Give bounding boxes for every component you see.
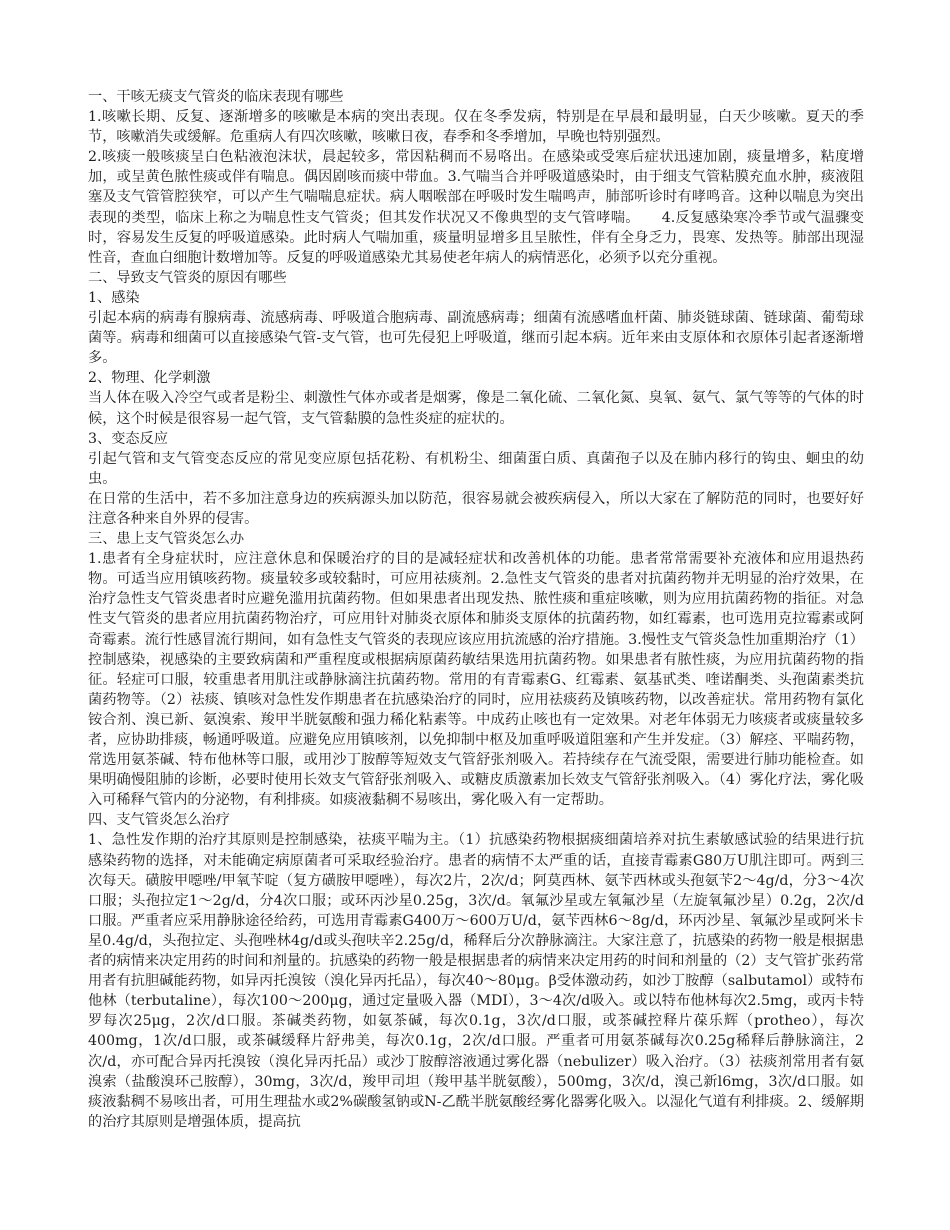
body-paragraph: 1.患者有全身症状时，应注意休息和保暖治疗的目的是减轻症状和改善机体的功能。患者常常需要补充液体和应用退热药物。可适当应用镇咳药物。痰量较多或较黏时，可应用祛痰剂。2.急性支气管炎的患者对抗菌药物并无明显的治疗效果，在治疗急性支气管炎患者时应避免滥用抗菌药物。但如果患者出现发热、脓性痰和重症咳嗽，则为应用抗菌药物的指征。对急性支气管炎的患者应用抗菌药物治疗，可应用针对肺炎衣原体和肺炎支原体的抗菌药物，如红霉素，也可选用克拉霉素或阿奇霉素。流行性感冒流行期间，如有急性支气管炎的表现应该应用抗流感的治疗措施。3.慢性支气管炎急性加重期治疗（1）控制感染，视感染的主要致病菌和严重程度或根据病原菌药敏结果选用抗菌药物。如果患者有脓性痰，为应用抗菌药物的指征。轻症可口服，较重患者用肌注或静脉滴注抗菌药物。常用的有青霉素G、红霉素、氨基甙类、喹诺酮类、头孢菌素类抗菌药物等。（2）祛痰、镇咳对急性发作期患者在抗感染治疗的同时，应用祛痰药及镇咳药物，以改善症状。常用药物有氯化铵合剂、溴已新、氨溴索、羧甲半胱氨酸和强力稀化粘素等。中成药止咳也有一定效果。对老年体弱无力咳痰者或痰量较多者，应协助排痰，畅通呼吸道。应避免应用镇咳剂，以免抑制中枢及加重呼吸道阻塞和产生并发症。（3）解痉、平喘药物，常选用氨茶碱、特布他林等口服，或用沙丁胺醇等短效支气管舒张剂吸入。若持续存在气流受限，需要进行肺功能检查。如果明确慢阻肺的诊断，必要时使用长效支气管舒张剂吸入、或糖皮质激素加长效支气管舒张剂吸入。（4）雾化疗法，雾化吸入可稀释气管内的分泌物，有利排痰。如痰液黏稠不易咳出，雾化吸入有一定帮助。: [88, 551, 864, 809]
body-paragraph: 2.咳痰一般咳痰呈白色粘液泡沫状，晨起较多，常因粘稠而不易咯出。在感染或受寒后症状迅速加剧，痰量增多，粘度增加，或呈黄色脓性痰或伴有喘息。偶因剧咳而痰中带血。3.气喘当合并呼吸道感染时，由于细支气管粘膜充血水肿，痰液阻塞及支气管管腔狭窄，可以产生气喘喘息症状。病人咽喉部在呼吸时发生喘鸣声，肺部听诊时有哮鸣音。这种以喘息为突出表现的类型，临床上称之为喘息性支气管炎；但其发作状况又不像典型的支气管哮喘。 4.反复感染寒冷季节或气温骤变时，容易发生反复的呼吸道感染。此时病人气喘加重，痰量明显增多且呈脓性，伴有全身乏力，畏寒、发热等。肺部出现湿性音，查血白细胞计数增加等。反复的呼吸道感染尤其易使老年病人的病情恶化，必须予以充分重视。: [88, 149, 864, 266]
body-paragraph: 当人体在吸入冷空气或者是粉尘、刺激性气体亦或者是烟雾，像是二氧化硫、二氧化氮、臭氧、氨气、氯气等等的气体的时候，这个时候是很容易一起气管，支气管黏膜的急性炎症的症状的。: [88, 390, 864, 427]
document-body: [88, 87, 864, 1132]
body-paragraph: 1.咳嗽长期、反复、逐渐增多的咳嗽是本病的突出表现。仅在冬季发病，特别是在早晨和最明显，白天少咳嗽。夏天的季节，咳嗽消失或缓解。危重病人有四次咳嗽，咳嗽日夜，春季和冬季增加，早晚也特别强烈。: [88, 109, 864, 146]
section-heading-1: 一、干咳无痰支气管炎的临床表现有哪些: [88, 89, 344, 105]
body-paragraph: 1、急性发作期的治疗其原则是控制感染，祛痰平喘为主。（1）抗感染药物根据痰细菌培养对抗生素敏感试验的结果进行抗感染药物的选择，对未能确定病原菌者可采取经验治疗。患者的病情不太严重的话，直接青霉素G80万U肌注即可。两到三次每天。磺胺甲噁唑/甲氧苄啶（复方磺胺甲噁唑），每次2片，2次/d；阿莫西林、氨苄西林或头孢氨苄2～4g/d，分3～4次口服；头孢拉定1～2g/d，分4次口服；或环丙沙星0.25g，3次/d。氧氟沙星或左氧氟沙星（左旋氧氟沙星）0.2g，2次/d口服。严重者应采用静脉途径给药，可选用青霉素G400万～600万U/d，氨苄西林6～8g/d，环丙沙星、氧氟沙星或阿米卡星0.4g/d，头孢拉定、头孢唑林4g/d或头孢呋辛2.25g/d，稀释后分次静脉滴注。大家注意了，抗感染的药物一般是根据患者的病情来决定用药的时间和剂量的。抗感染的药物一般是根据患者的病情来决定用药的时间和剂量的（2）支气管扩张药常用者有抗胆碱能药物，如异丙托溴铵（溴化异丙托品），每次40～80μg。β受体激动药，如沙丁胺醇（salbutamol）或特布他林（terbutaline），每次100～200μg，通过定量吸入器（MDI），3～4次/d吸入。或以特布他林每次2.5mg，或丙卡特罗每次25μg，2次/d口服。茶碱类药物，如氨茶碱，每次0.1g，3次/d口服，或茶碱控释片葆乐辉（protheo），每次400mg，1次/d口服，或茶碱缓释片舒弗美，每次0.1g，2次/d口服。严重者可用氨茶碱每次0.25g稀释后静脉滴注，2次/d，亦可配合异丙托溴铵（溴化异丙托品）或沙丁胺醇溶液通过雾化器（nebulizer）吸入治疗。（3）祛痰剂常用者有氨溴索（盐酸溴环己胺醇），30mg，3次/d，羧甲司坦（羧甲基半胱氨酸），500mg，3次/d，溴己新l6mg，3次/d口服。如痰液黏稠不易咳出者，可用生理盐水或2%碳酸氢钠或N-乙酰半胱氨酸经雾化器雾化吸入。以湿化气道有利排痰。2、缓解期的治疗其原则是增强体质，提高抗: [88, 832, 864, 1130]
subheading-infection: 1、感染: [88, 289, 140, 306]
section-heading-4: 四、支气管炎怎么治疗: [88, 812, 230, 829]
body-paragraph: 引起气管和支气管变态反应的常见变应原包括花粉、有机粉尘、细菌蛋白质、真菌孢子以及在肺内移行的钩虫、蛔虫的幼虫。: [88, 450, 864, 487]
body-paragraph: 在日常的生活中，若不多加注意身边的疾病源头加以防范，很容易就会被疾病侵入，所以大家在了解防范的同时，也要好好注意各种来自外界的侵害。: [88, 490, 864, 527]
section-heading-2: 二、导致支气管炎的原因有哪些: [88, 269, 287, 286]
subheading-physical-chemical: 2、物理、化学刺激: [88, 370, 211, 387]
subheading-allergy: 3、变态反应: [88, 430, 168, 447]
body-paragraph: 引起本病的病毒有腺病毒、流感病毒、呼吸道合胞病毒、副流感病毒；细菌有流感嗜血杆菌、肺炎链球菌、链球菌、葡萄球菌等。病毒和细菌可以直接感染气管-支气管，也可先侵犯上呼吸道，继而引起本病。近年来由支原体和衣原体引起者逐渐增多。: [88, 310, 864, 367]
section-heading-3: 三、患上支气管炎怎么办: [88, 531, 245, 548]
